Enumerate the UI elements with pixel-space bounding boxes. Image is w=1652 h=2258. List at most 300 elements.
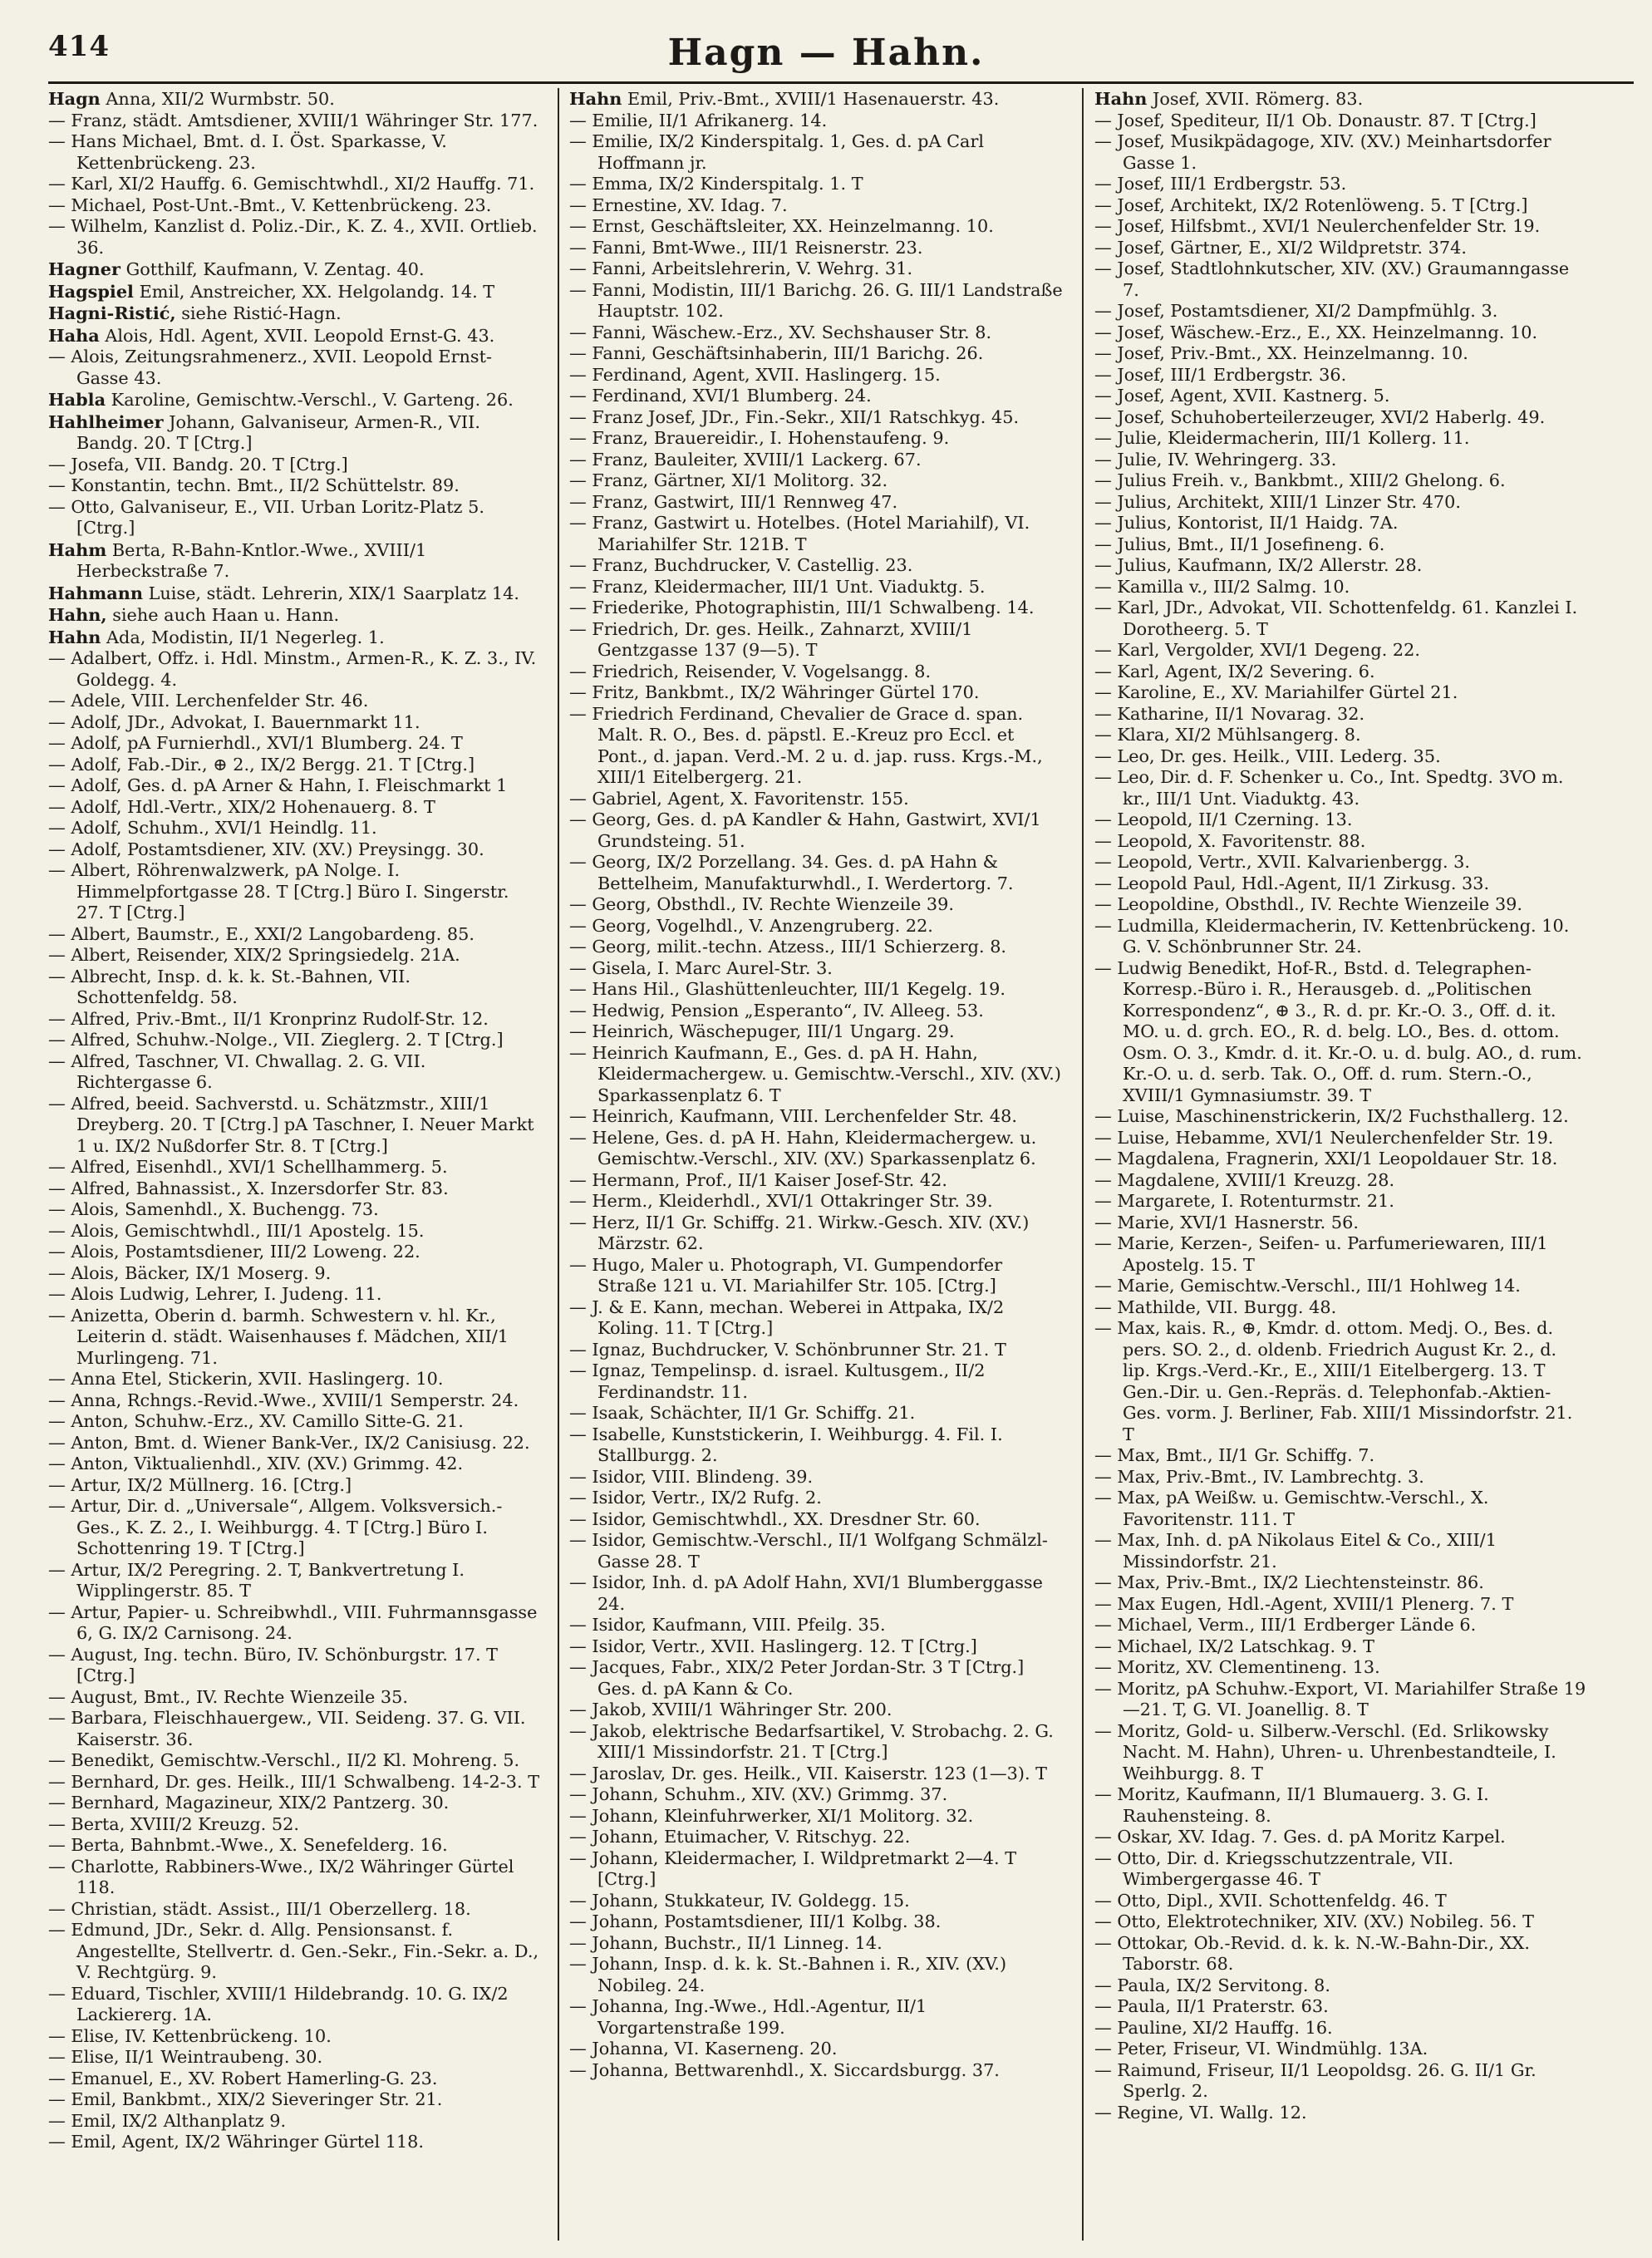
entry-text: — Johann, Buchstr., II/1 Linneg. 14. [569,1932,883,1953]
directory-entry [1094,470,1588,492]
directory-entry [1094,555,1588,577]
directory-entry [48,583,542,605]
entry-text: — Alfred, Bahnassist., X. Inzersdorfer Str. 83. [48,1178,449,1198]
entry-text: — Magdalena, Fragnerin, XXI/1 Leopoldauer Str. 18. [1094,1149,1558,1168]
directory-entry [569,1657,1063,1700]
entry-text: siehe auch Haan u. Hann. [106,605,340,625]
directory-entry [48,1178,542,1200]
directory-entry [1094,492,1588,514]
entry-text: — Isidor, VIII. Blindeng. 39. [569,1466,814,1487]
entry-text: — Johann, Insp. d. k. k. St.-Bahnen i. R., XIV. (XV.) Nobileg. 24. [569,1954,1007,1995]
entry-text: — Berta, XVIII/2 Kreuzg. 52. [48,1813,299,1834]
directory-entry [48,216,542,258]
entry-text: — Josef, Musikpädagoge, XIV. (XV.) Meinhartsdorfer Gasse 1. [1094,131,1551,173]
entry-text: — Leopold, Vertr., XVII. Kalvarienbergg. 3. [1094,852,1471,872]
directory-entry [1094,216,1588,238]
directory-entry [48,1793,542,1814]
directory-entry [1094,916,1588,958]
directory-entry [48,303,542,325]
entry-text: — Marie, Kerzen-, Seifen- u. Parfumeriewaren, III/1 Apostelg. 15. T [1094,1233,1548,1275]
directory-entry [48,539,542,583]
entry-text: — Emilie, II/1 Afrikanerg. 14. [569,110,828,130]
directory-entry [48,1433,542,1454]
directory-entry [1094,1445,1588,1467]
entry-text: — Klara, XI/2 Mühlsangerg. 8. [1094,725,1361,745]
directory-entry [48,1645,542,1687]
entry-text: — Emil, IX/2 Althanplatz 9. [48,2110,287,2131]
directory-entry [1094,450,1588,471]
entry-text: — Georg, Vogelhdl., V. Anzengruberg. 22. [569,915,933,936]
entry-text: — Leo, Dr. ges. Heilk., VIII. Lederg. 35. [1094,745,1441,766]
directory-entry [48,1051,542,1094]
directory-entry [569,1509,1063,1531]
entry-text: — Leopold, X. Favoritenstr. 88. [1094,830,1366,851]
entry-text: — Franz, Brauereidir., I. Hohenstaufeng. 9. [569,428,950,448]
directory-entry [569,555,1063,577]
entry-text: — Adolf, Postamtsdiener, XIV. (XV.) Preysingg. 30. [48,839,484,859]
entry-text: — Anizetta, Oberin d. barmh. Schwestern v. hl. Kr., Leiterin d. städt. Waisenhauses f. Mädchen, XII/1 Murlingeng. 71. [48,1305,509,1368]
entry-text: — Emilie, IX/2 Kinderspitalg. 1, Ges. d. pA Carl Hoffmann jr. [569,131,985,173]
entry-text: — J. & E. Kann, mechan. Weberei in Attpaka, IX/2 Koling. 11. T [Ctrg.] [569,1296,1005,1338]
directory-entry [48,1369,542,1390]
entry-text: — Paula, IX/2 Servitong. 8. [1094,1975,1330,1995]
entry-text: — Georg, Obsthdl., IV. Rechte Wienzeile 39. [569,894,954,914]
entry-text: — Anton, Bmt. d. Wiener Bank-Ver., IX/2 Canisiusg. 22. [48,1432,530,1453]
entry-text: — Friedrich, Dr. ges. Heilk., Zahnarzt, XVIII/1 Gentzgasse 137 (9—5). T [569,618,973,660]
entry-text: — Josef, III/1 Erdbergstr. 53. [1094,174,1347,194]
directory-entry [1094,1933,1588,1975]
entry-text: — Alois, Samenhdl., X. Buchengg. 73. [48,1199,379,1219]
entry-text: — Artur, Papier- u. Schreibwhdl., VIII. Fuhrmannsgasse 6, G. IX/2 Carnisong. 24. [48,1601,538,1643]
directory-entry [1094,640,1588,662]
directory-entry [1094,88,1588,111]
entry-text: — Adele, VIII. Lerchenfelder Str. 46. [48,691,369,711]
directory-entry [48,1263,542,1285]
entry-text: — Anton, Schuhw.-Erz., XV. Camillo Sitte-G. 21. [48,1411,464,1431]
directory-entry [1094,1721,1588,1785]
directory-entry [48,258,542,281]
directory-entry [1094,174,1588,195]
entry-surname: Hahmann [48,582,143,603]
directory-entry [569,258,1063,280]
entry-text: — Georg, Ges. d. pA Kandler & Hahn, Gastwirt, XVI/1 Grundsteing. 51. [569,809,1041,851]
entry-text: — Anton, Viktualienhdl., XIV. (XV.) Grimmg. 42. [48,1454,464,1473]
directory-entry [48,648,542,691]
entry-text: — Isidor, Inh. d. pA Adolf Hahn, XVI/1 Blumberggasse 24. [569,1572,1043,1614]
entry-surname: Hagner [48,258,120,279]
entry-text: — Fritz, Bankbmt., IX/2 Währinger Gürtel 170. [569,682,980,702]
directory-entry [569,216,1063,238]
directory-entry [1094,1679,1588,1721]
entry-text: — Max, pA Weißw. u. Gemischtw.-Verschl., X. Favoritenstr. 111. T [1094,1488,1489,1529]
directory-column-1 [48,88,542,2232]
entry-text: Gotthilf, Kaufmann, V. Zentag. 40. [120,259,425,279]
directory-entry [1094,725,1588,746]
entry-text: — Alois, Postamtsdiener, III/2 Loweng. 22. [48,1242,420,1262]
directory-entry [569,1340,1063,1361]
entry-text: — Ludmilla, Kleidermacherin, IV. Kettenbrückeng. 10. G. V. Schönbrunner Str. 24. [1094,915,1570,957]
directory-entry [48,131,542,174]
entry-text: Berta, R-Bahn-Kntlor.-Wwe., XVIII/1 Herbeckstraße 7. [76,539,427,581]
entry-text: — Moritz, pA Schuhw.-Export, VI. Mariahilfer Straße 19—21. T, G. VI. Joanellig. 8. T [1094,1678,1586,1719]
entry-text: — Otto, Dipl., XVII. Schottenfeldg. 46. T [1094,1890,1447,1911]
entry-text: — Emil, Bankbmt., XIX/2 Sieveringer Str. 21. [48,2089,443,2109]
directory-entry [48,1242,542,1263]
entry-text: — Charlotte, Rabbiners-Wwe., IX/2 Währinger Gürtel 118. [48,1856,514,1897]
entry-text: — Max Eugen, Hdl.-Agent, XVIII/1 Plenerg. 7. T [1094,1593,1514,1614]
directory-entry [1094,1106,1588,1128]
directory-entry [1094,1827,1588,1848]
directory-entry [48,967,542,1009]
directory-entry [48,1560,542,1602]
directory-entry [48,281,542,303]
header-rule [48,81,1634,84]
entry-text: — Bernhard, Dr. ges. Heilk., III/1 Schwalbeng. 14-2-3. T [48,1771,540,1792]
entry-text: — Franz, städt. Amtsdiener, XVIII/1 Währinger Str. 177. [48,110,538,130]
entry-text: — Alois, Gemischtwhdl., III/1 Apostelg. 15. [48,1220,425,1241]
entry-text: Johann, Galvaniseur, Armen-R., VII. Bandg. 20. T [Ctrg.] [76,411,480,453]
entry-text: — Isidor, Vertr., XVII. Haslingerg. 12. T [Ctrg.] [569,1636,977,1656]
directory-entry [569,1467,1063,1488]
directory-entry [1094,873,1588,895]
directory-entry [1094,343,1588,365]
entry-surname: Haha [48,324,100,346]
directory-entry [48,1475,542,1497]
directory-entry [1094,258,1588,301]
directory-entry [569,577,1063,598]
directory-entry [1094,1911,1588,1933]
directory-entry [48,1496,542,1560]
entry-text: — Leopold Paul, Hdl.-Agent, II/1 Zirkusg. 33. [1094,873,1490,893]
entry-text: — Josef, Spediteur, II/1 Ob. Donaustr. 87. T [Ctrg.] [1094,110,1536,130]
directory-entry [1094,1996,1588,2018]
entry-text: — Max, kais. R., ⊕, Kmdr. d. ottom. Medj. O., Bes. d. pers. SO. 2., d. oldenb. Friedrich August Kr. 2., d. lip. Krgs.-Verd.-Kr., E., XIII/1 Eitelbergerg. 13. T Gen.-Dir. u. Gen.-Repräs. d. Telephonfab.-Aktien-Ges. vorm. J. Berliner, Fab. XIII/1 Missindorfstr. 21. T [1094,1318,1573,1444]
directory-entry [569,1827,1063,1848]
entry-text: — Raimund, Friseur, II/1 Leopoldsg. 26. G. II/1 Gr. Sperlg. 2. [1094,2059,1536,2101]
entry-text: — Julius, Kontorist, II/1 Haidg. 7A. [1094,513,1399,533]
entry-text: — Isabelle, Kunststickerin, I. Weihburgg. 4. Fil. I. Stallburgg. 2. [569,1424,1003,1465]
entry-text: — Herm., Kleiderhdl., XVI/1 Ottakringer Str. 39. [569,1191,993,1211]
directory-entry [48,2047,542,2069]
directory-entry [48,1221,542,1242]
directory-entry [48,347,542,389]
directory-entry [1094,386,1588,407]
entry-text: — Franz Josef, JDr., Fin.-Sekr., XII/1 Ratschkyg. 45. [569,406,1020,427]
directory-entry [48,475,542,497]
directory-entry [48,1306,542,1370]
directory-entry [1094,746,1588,768]
entry-text: — Max, Bmt., II/1 Gr. Schiffg. 7. [1094,1445,1375,1465]
entry-text: — Alfred, beeid. Sachverstd. u. Schätzmstr., XIII/1 Dreyberg. 20. T [Ctrg.] pA Taschner, I. Neuer Markt 1 u. IX/2 Nußdorfer Str. 8. T [Ctrg.] [48,1093,534,1156]
directory-entry [1094,131,1588,174]
directory-entry [48,411,542,455]
entry-text: — Johanna, Bettwarenhdl., X. Siccardsburgg. 37. [569,2059,1000,2080]
entry-text: — Josef, Hilfsbmt., XVI/1 Neulerchenfelder Str. 19. [1094,216,1541,236]
directory-entry [1094,301,1588,322]
entry-text: — Herz, II/1 Gr. Schiffg. 21. Wirkw.-Gesch. XIV. (XV.) Märzstr. 62. [569,1212,1030,1253]
directory-entry [48,797,542,819]
entry-text: — Artur, Dir. d. „Universale“, Allgem. Volksversich.-Ges., K. Z. 2., I. Weihburgg. 4. T [Ctrg.] Büro I. Schottenring 19. T [Ctrg.] [48,1496,503,1558]
directory-entry [1094,238,1588,259]
entry-text: — Berta, Bahnbmt.-Wwe., X. Senefelderg. 16. [48,1835,448,1855]
entry-text: — Ernestine, XV. Idag. 7. [569,194,788,215]
entry-text: — Karl, XI/2 Hauffg. 6. Gemischtwhdl., XI/2 Hauffg. 71. [48,174,535,194]
entry-text: — Franz, Bauleiter, XVIII/1 Lackerg. 67. [569,449,922,470]
directory-entry [569,1784,1063,1806]
directory-entry [569,1933,1063,1955]
entry-text: — Ottokar, Ob.-Revid. d. k. k. N.-W.-Bahn-Dir., XX. Taborstr. 68. [1094,1932,1530,1974]
directory-entry [48,2069,542,2090]
entry-text: — Edmund, JDr., Sekr. d. Allg. Pensionsanst. f. Angestellte, Stellvertr. d. Gen.-Sekr., Fin.-Sekr. a. D., V. Rechtgürg. 9. [48,1920,539,1982]
directory-entry [48,88,542,111]
entry-text: — Josef, Stadtlohnkutscher, XIV. (XV.) Graumanngasse 7. [1094,258,1570,300]
entry-text: — Eduard, Tischler, XVIII/1 Hildebrandg. 10. G. IX/2 Lackiererg. 1A. [48,1983,509,2024]
directory-entry [1094,704,1588,726]
entry-text: — Jacques, Fabr., XIX/2 Peter Jordan-Str. 3 T [Ctrg.] Ges. d. pA Kann & Co. [569,1657,1025,1699]
entry-text: — Julius Freih. v., Bankbmt., XIII/2 Ghelong. 6. [1094,470,1506,490]
directory-entry [569,1403,1063,1424]
entry-text: — Anna, Rchngs.-Revid.-Wwe., XVIII/1 Semperstr. 24. [48,1390,519,1410]
entry-text: — Friederike, Photographistin, III/1 Schwalbeng. 14. [569,598,1035,617]
entry-text: — Karl, Agent, IX/2 Severing. 6. [1094,661,1375,681]
directory-entry [48,1390,542,1412]
entry-text: — Julius, Kaufmann, IX/2 Allerstr. 28. [1094,555,1423,575]
directory-entry [569,322,1063,344]
directory-entry [1094,1488,1588,1530]
directory-entry [569,1001,1063,1022]
entry-text: — Wilhelm, Kanzlist d. Poliz.-Dir., K. Z. 4., XVII. Ortlieb. 36. [48,216,538,258]
directory-entry [48,2111,542,2133]
directory-entry [569,1911,1063,1933]
directory-entry [48,111,542,132]
entry-text: — Karl, Vergolder, XVI/1 Degeng. 22. [1094,640,1420,660]
directory-entry [1094,1213,1588,1234]
entry-text: — Michael, Post-Unt.-Bmt., V. Kettenbrückeng. 23. [48,194,492,215]
entry-text: — Marie, Gemischtw.-Verschl., III/1 Hohlweg 14. [1094,1276,1521,1296]
directory-entry [569,1891,1063,1912]
entry-text: — Alois, Zeitungsrahmenerz., XVII. Leopold Ernst-Gasse 43. [48,347,492,388]
entry-text: — Georg, IX/2 Porzellang. 34. Ges. d. pA Hahn & Bettelheim, Manufakturwhdl., I. Werdertorg. 7. [569,852,1014,893]
directory-entry [1094,831,1588,853]
entry-text: — Johann, Etuimacher, V. Ritschyg. 22. [569,1827,911,1847]
entry-surname: Hahn [569,88,622,109]
directory-entry [569,1213,1063,1255]
directory-entry [569,619,1063,662]
column-divider [1082,88,1084,2241]
entry-text: Josef, XVII. Römerg. 83. [1147,89,1364,109]
directory-entry [569,1721,1063,1764]
directory-entry [1094,1318,1588,1445]
entry-text: — Otto, Dir. d. Kriegsschutzzentrale, VII. Wimbergergasse 46. T [1094,1847,1454,1889]
entry-text: — Alfred, Schuhw.-Nolge., VII. Zieglerg. 2. T [Ctrg.] [48,1030,504,1050]
page-number: 414 [48,30,110,63]
entry-text: — Johann, Schuhm., XIV. (XV.) Grimmg. 37. [569,1784,948,1804]
entry-text: — Josef, Postamtsdiener, XI/2 Dampfmühlg. 3. [1094,301,1498,321]
directory-entry [569,238,1063,259]
entry-surname: Hahn, [48,604,107,625]
directory-entry [1094,111,1588,132]
entry-surname: Hahn [1094,88,1148,109]
directory-entry [569,1255,1063,1297]
directory-entry [569,1806,1063,1828]
directory-entry [569,1191,1063,1213]
directory-entry [1094,577,1588,598]
entry-text: — Oskar, XV. Idag. 7. Ges. d. pA Moritz Karpel. [1094,1827,1506,1847]
directory-entry [569,1530,1063,1572]
entry-text: — Alfred, Taschner, VI. Chwallag. 2. G. VII. Richtergasse 6. [48,1050,426,1092]
directory-entry [569,386,1063,407]
directory-entry [569,174,1063,195]
entry-text: — Isaak, Schächter, II/1 Gr. Schiffg. 21. [569,1403,916,1423]
entry-text: — Alois Ludwig, Lehrer, I. Judeng. 11. [48,1284,382,1304]
directory-entry [48,1984,542,2026]
entry-text: — Luise, Maschinenstrickerin, IX/2 Fuchsthallerg. 12. [1094,1106,1569,1126]
entry-text: — Franz, Gastwirt, III/1 Rennweg 47. [569,491,898,512]
directory-entry [48,1687,542,1709]
directory-entry [48,712,542,734]
entry-text: — Friedrich Ferdinand, Chevalier de Grace d. span. Malt. R. O., Bes. d. päpstl. E.-Kreuz pro Eccl. et Pont., d. japan. Verd.-M. 2 u. d. jap. russ. Krgs.-M., XIII/1 Eitelbergerg. 21. [569,703,1043,787]
entry-text: — Josef, Agent, XVII. Kastnerg. 5. [1094,386,1390,406]
entry-text: — Julie, IV. Wehringerg. 33. [1094,449,1337,470]
entry-text: — Hans Michael, Bmt. d. I. Öst. Sparkasse, V. Kettenbrückeng. 23. [48,131,447,173]
directory-entry [1094,534,1588,556]
entry-text: — Johann, Stukkateur, IV. Goldegg. 15. [569,1890,910,1911]
directory-entry [569,1764,1063,1785]
entry-text: — Katharine, II/1 Novarag. 32. [1094,703,1365,724]
entry-text: — Heinrich, Kaufmann, VIII. Lerchenfelder Str. 48. [569,1106,1017,1126]
directory-entry [48,2132,542,2153]
entry-text: — Fanni, Modistin, III/1 Barichg. 26. G. III/1 Landstraße Hauptstr. 102. [569,279,1063,321]
directory-entry [48,389,542,411]
directory-entry [48,818,542,839]
entry-text: siehe Ristić-Hagn. [175,303,342,323]
directory-entry [48,455,542,476]
directory-entry [48,1814,542,1836]
directory-entry [569,111,1063,132]
directory-entry [48,604,542,627]
entry-text: — Emil, Agent, IX/2 Währinger Gürtel 118. [48,2132,425,2152]
entry-text: — Adolf, Ges. d. pA Arner & Hahn, I. Fleischmarkt 1 [48,775,508,795]
directory-entry [1094,1572,1588,1594]
entry-text: — Michael, Verm., III/1 Erdberger Lände 6. [1094,1615,1477,1635]
directory-entry [569,852,1063,894]
directory-entry [48,2026,542,2048]
directory-entry [48,691,542,712]
entry-text: Emil, Priv.-Bmt., XVIII/1 Hasenauerstr. 43. [622,89,1000,109]
directory-entry [1094,1848,1588,1891]
entry-text: — Johann, Postamtsdiener, III/1 Kolbg. 38. [569,1911,942,1931]
entry-text: — Ferdinand, XVI/1 Blumberg. 24. [569,386,872,406]
directory-entry [48,1602,542,1645]
entry-text: — Konstantin, techn. Bmt., II/2 Schüttelstr. 89. [48,475,460,495]
entry-text: — August, Ing. techn. Büro, IV. Schönburgstr. 17. T [Ctrg.] [48,1644,499,1685]
entry-surname: Hahm [48,539,107,560]
directory-entry [569,1424,1063,1467]
directory-entry [48,733,542,755]
entry-text: — Magdalene, XVIII/1 Kreuzg. 28. [1094,1169,1395,1190]
entry-text: — Alfred, Eisenhdl., XVI/1 Schellhammerg. 5. [48,1157,448,1177]
directory-entry [1094,1149,1588,1170]
directory-entry [1094,195,1588,217]
directory-entry [569,513,1063,555]
directory-entry [1094,1594,1588,1616]
directory-entry [1094,809,1588,831]
entry-text: — Fanni, Geschäftsinhaberin, III/1 Barichg. 26. [569,343,984,363]
directory-entry [569,195,1063,217]
entry-text: Alois, Hdl. Agent, XVII. Leopold Ernst-G. 43. [99,325,495,346]
directory-entry [1094,852,1588,873]
entry-text: — Isidor, Gemischtwhdl., XX. Dresdner Str. 60. [569,1508,981,1529]
entry-text: — Paula, II/1 Praterstr. 63. [1094,1996,1329,2016]
directory-entry [48,325,542,347]
entry-surname: Hagni-Ristić, [48,303,176,323]
directory-entry [48,755,542,776]
entry-text: — Peter, Friseur, VI. Windmühlg. 13A. [1094,2039,1428,2059]
entry-text: — Julius, Bmt., II/1 Josefineng. 6. [1094,534,1385,554]
directory-entry [569,280,1063,322]
directory-entry [48,1708,542,1750]
entry-text: — Alois, Bäcker, IX/1 Moserg. 9. [48,1262,332,1283]
directory-entry [48,1899,542,1921]
directory-entry [569,682,1063,704]
directory-entry [48,195,542,217]
directory-entry [1094,1467,1588,1488]
directory-column-2 [569,88,1063,2232]
entry-text: — Michael, IX/2 Latschkag. 9. T [1094,1636,1374,1656]
directory-entry [1094,1784,1588,1827]
directory-entry [48,1920,542,1984]
directory-entry [569,492,1063,514]
running-head: Hagn — Hahn. [667,32,985,74]
directory-entry [1094,662,1588,683]
entry-text: — Isidor, Vertr., IX/2 Rufg. 2. [569,1488,822,1508]
entry-text: — Josef, Schuhoberteilerzeuger, XVI/2 Haberlg. 49. [1094,406,1546,427]
directory-entry [569,407,1063,429]
directory-entry [48,174,542,195]
entry-text: — Luise, Hebamme, XVI/1 Neulerchenfelder Str. 19. [1094,1127,1554,1148]
entry-text: — Jakob, XVIII/1 Währinger Str. 200. [569,1700,892,1719]
entry-text: — Moritz, XV. Clementineng. 13. [1094,1657,1380,1677]
directory-entry [48,1454,542,1475]
entry-text: — Max, Priv.-Bmt., IV. Lambrechtg. 3. [1094,1466,1424,1487]
entry-text: — Hugo, Maler u. Photograph, VI. Gumpendorfer Straße 121 u. VI. Mariahilfer Str. 105. [Ctrg.] [569,1254,1003,1296]
entry-text: — Moritz, Gold- u. Silberw.-Verschl. (Ed. Srlikowsky Nacht. M. Hahn), Uhren- u. Uhrenbestandteile, I. Weihburgg. 8. T [1094,1720,1556,1783]
entry-text: — Anna Etel, Stickerin, XVII. Haslingerg. 10. [48,1369,444,1389]
directory-entry [48,497,542,539]
entry-text: — Friedrich, Reisender, V. Vogelsangg. 8. [569,661,932,681]
directory-entry [48,627,542,649]
entry-text: — Franz, Gastwirt u. Hotelbes. (Hotel Mariahilf), VI. Mariahilfer Str. 121B. T [569,513,1030,554]
directory-entry [569,1021,1063,1043]
directory-entry [1094,1297,1588,1319]
directory-entry [48,1030,542,1051]
entry-text: — Josef, III/1 Erdbergstr. 36. [1094,364,1347,385]
entry-text: — Albrecht, Insp. d. k. k. St.-Bahnen, VII. Schottenfeldg. 58. [48,966,411,1007]
entry-text: — Josef, Wäschew.-Erz., E., XX. Heinzelmanng. 10. [1094,322,1538,342]
directory-entry [569,937,1063,958]
entry-text: — Ignaz, Buchdrucker, V. Schönbrunner Str. 21. T [569,1339,1006,1360]
directory-entry [1094,598,1588,640]
entry-text: — Ernst, Geschäftsleiter, XX. Heinzelmanng. 10. [569,216,994,236]
entry-surname: Hahlheimer [48,411,164,432]
entry-text: — Adalbert, Offz. i. Hdl. Minstm., Armen-R., K. Z. 3., IV. Goldegg. 4. [48,648,537,690]
entry-text: — Regine, VI. Wallg. 12. [1094,2102,1307,2123]
directory-entry [1094,1615,1588,1636]
entry-text: — Gabriel, Agent, X. Favoritenstr. 155. [569,788,909,809]
entry-text: — Karl, JDr., Advokat, VII. Schottenfeldg. 61. Kanzlei I. Dorotheerg. 5. T [1094,598,1578,639]
entry-text: — Leopold, II/1 Czerning. 13. [1094,809,1353,829]
directory-entry [569,1996,1063,2039]
